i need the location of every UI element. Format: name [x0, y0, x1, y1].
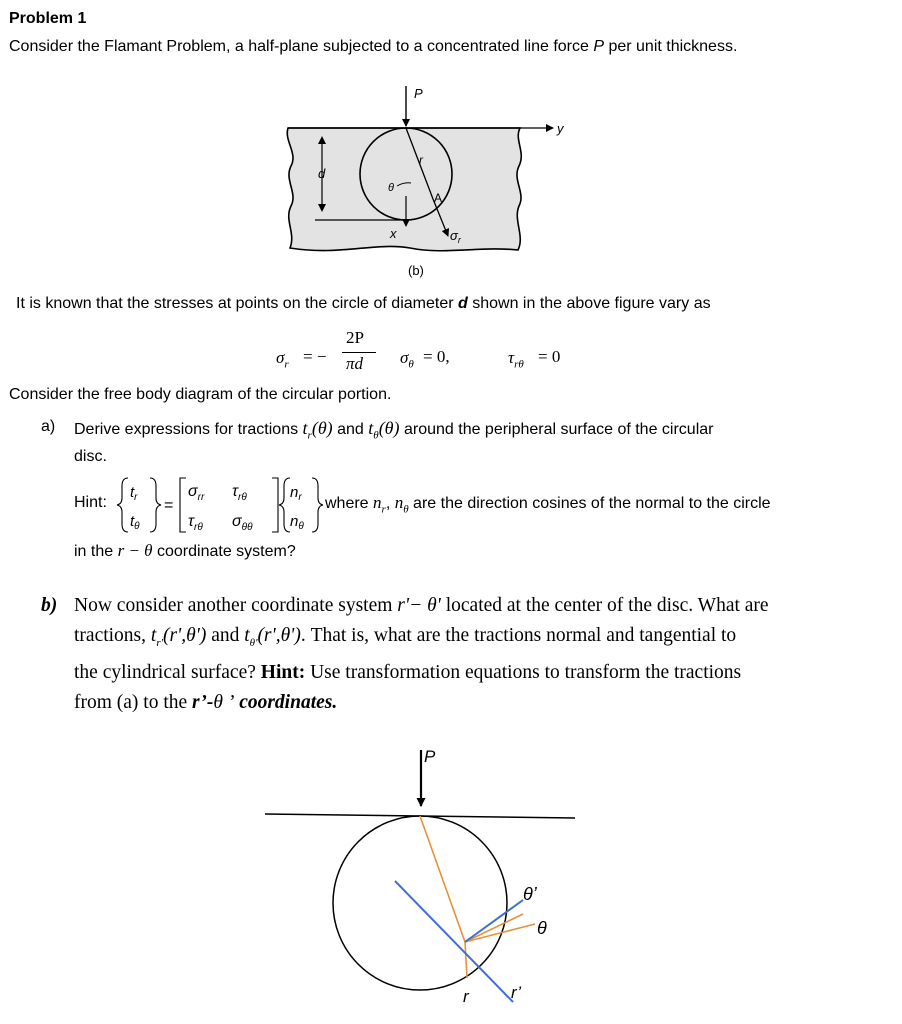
flamant-figure [270, 78, 600, 288]
intro-force-symbol: P [593, 38, 604, 55]
theta-direction-line [465, 924, 535, 942]
hint-matrix-equation [114, 474, 324, 536]
eq-tau: $\tau_{r\theta}$ [508, 348, 524, 371]
hint-equals: = [164, 497, 174, 514]
theta-prime-label: θ’ [523, 884, 537, 904]
matrix-right-bracket [272, 478, 278, 532]
theta-label: θ [388, 182, 394, 194]
known-text-before: It is known that the stresses at points on the circle of diameter [16, 295, 458, 312]
matrix-tau-rtheta-top: $\tau_{r\theta}$ [232, 483, 247, 503]
known-d-symbol: d [458, 295, 468, 312]
matrix-tau-rtheta-bottom: $\tau_{r\theta}$ [188, 513, 203, 533]
part-b-line4: from (a) to the r’-θ ’ coordinates. [74, 691, 338, 713]
n-vector-top: $n_r$ [290, 484, 302, 503]
eq-sigma-theta: $\sigma_\theta$ [400, 348, 414, 371]
eq-tau-rhs: = 0 [538, 347, 561, 366]
part-b-line1: Now consider another coordinate system r'− θ' located at the center of the disc. What are [74, 595, 769, 616]
part-a-label: a) [41, 418, 56, 435]
r-label-fig2: r [463, 987, 469, 1006]
d-label: d [318, 166, 326, 181]
hint-comma: , [385, 495, 395, 512]
x-axis-label: x [390, 226, 397, 241]
theta-prime-direction-line [465, 914, 523, 942]
part-a-text-after: around the peripheral surface of the circular [399, 421, 714, 438]
disc-force-label: P [424, 747, 436, 766]
part-b-t-theta-prime: $t_{\theta'}(r',\theta')$ [244, 625, 301, 649]
part-a-line1 [74, 418, 713, 442]
hint-n-r: $n_r$ [373, 493, 386, 516]
hint-label: Hint: [74, 494, 107, 511]
t-vector-bottom: $t_\theta$ [130, 513, 140, 532]
stress-equation [276, 328, 596, 378]
intro-text-after: per unit thickness. [604, 38, 738, 55]
n-vector-right-brace [312, 478, 323, 532]
part-a-line2: disc. [74, 448, 107, 465]
hint-where-text [325, 493, 771, 515]
free-body-text: Consider the free body diagram of the circular portion. [9, 386, 392, 403]
force-p-label: P [414, 86, 423, 101]
r-prime-label: r’ [511, 983, 522, 1002]
matrix-sigma-rr: $\sigma_{rr}$ [188, 483, 205, 503]
orange-radius-line [420, 816, 465, 942]
figure-caption: (b) [408, 263, 424, 278]
theta-prime-blue-line [465, 900, 523, 942]
part-a-text-before: Derive expressions for tractions [74, 421, 303, 438]
hint-line2 [74, 541, 296, 561]
hint-n-theta: $n_\theta$ [394, 493, 409, 516]
part-b-text [74, 591, 769, 718]
part-b-line3: the cylindrical surface? Hint: Use transformation equations to transform the tractions [74, 661, 742, 683]
hint-where-before: where [325, 495, 374, 512]
problem-title: Problem 1 [9, 10, 87, 27]
eq-denominator: πd [346, 354, 364, 373]
hint-where-after: are the direction cosines of the normal to the circle [408, 495, 771, 512]
t-vector-right-brace [150, 478, 161, 532]
part-a-and: and [332, 421, 369, 438]
intro-text-before: Consider the Flamant Problem, a half-plane subjected to a concentrated line force [9, 38, 594, 55]
y-axis-label: y [557, 121, 564, 136]
eq-equals-minus: = − [303, 347, 327, 366]
problem-intro [9, 38, 737, 56]
t-vector-left-brace [117, 478, 128, 532]
eq-fraction-bar [342, 352, 376, 353]
eq-numerator: 2P [346, 328, 364, 347]
theta-label-fig2: θ [537, 918, 547, 938]
part-a-t-theta: $t_\theta(\theta)$ [368, 418, 400, 442]
point-a-label: A [434, 191, 443, 205]
r-label: r [419, 153, 423, 167]
r-direction-line [465, 942, 467, 978]
part-b-label: b) [41, 595, 58, 616]
known-stresses-text [16, 295, 711, 313]
matrix-left-bracket [180, 478, 186, 532]
t-vector-top: $t_r$ [130, 484, 138, 503]
known-text-after: shown in the above figure vary as [467, 295, 711, 312]
n-vector-left-brace [279, 478, 290, 532]
n-vector-bottom: $n_\theta$ [290, 513, 304, 532]
disc-figure [255, 740, 595, 1010]
eq-sigma-theta-rhs: = 0, [423, 347, 450, 366]
hint-line2-after: coordinate system? [152, 543, 296, 560]
part-b-line2: tractions, $t_{r'}(r',\theta')$ and $t_{\theta'}(r',\theta')$. That is, what are the tractions normal and tangential to [74, 625, 737, 649]
matrix-sigma-thetatheta: $\sigma_{\theta\theta}$ [232, 513, 253, 533]
part-a-t-r: $t_r(\theta)$ [302, 418, 333, 442]
eq-sigma-r: $\sigma_r$ [276, 348, 289, 371]
hint-r-theta-math: r − θ [117, 541, 153, 560]
hint-line2-before: in the [74, 543, 118, 560]
disc-circle [333, 816, 507, 990]
part-b-t-r-prime: $t_{r'}(r',\theta')$ [150, 625, 207, 649]
sigma-r-label: $\sigma_r$ [450, 228, 461, 245]
